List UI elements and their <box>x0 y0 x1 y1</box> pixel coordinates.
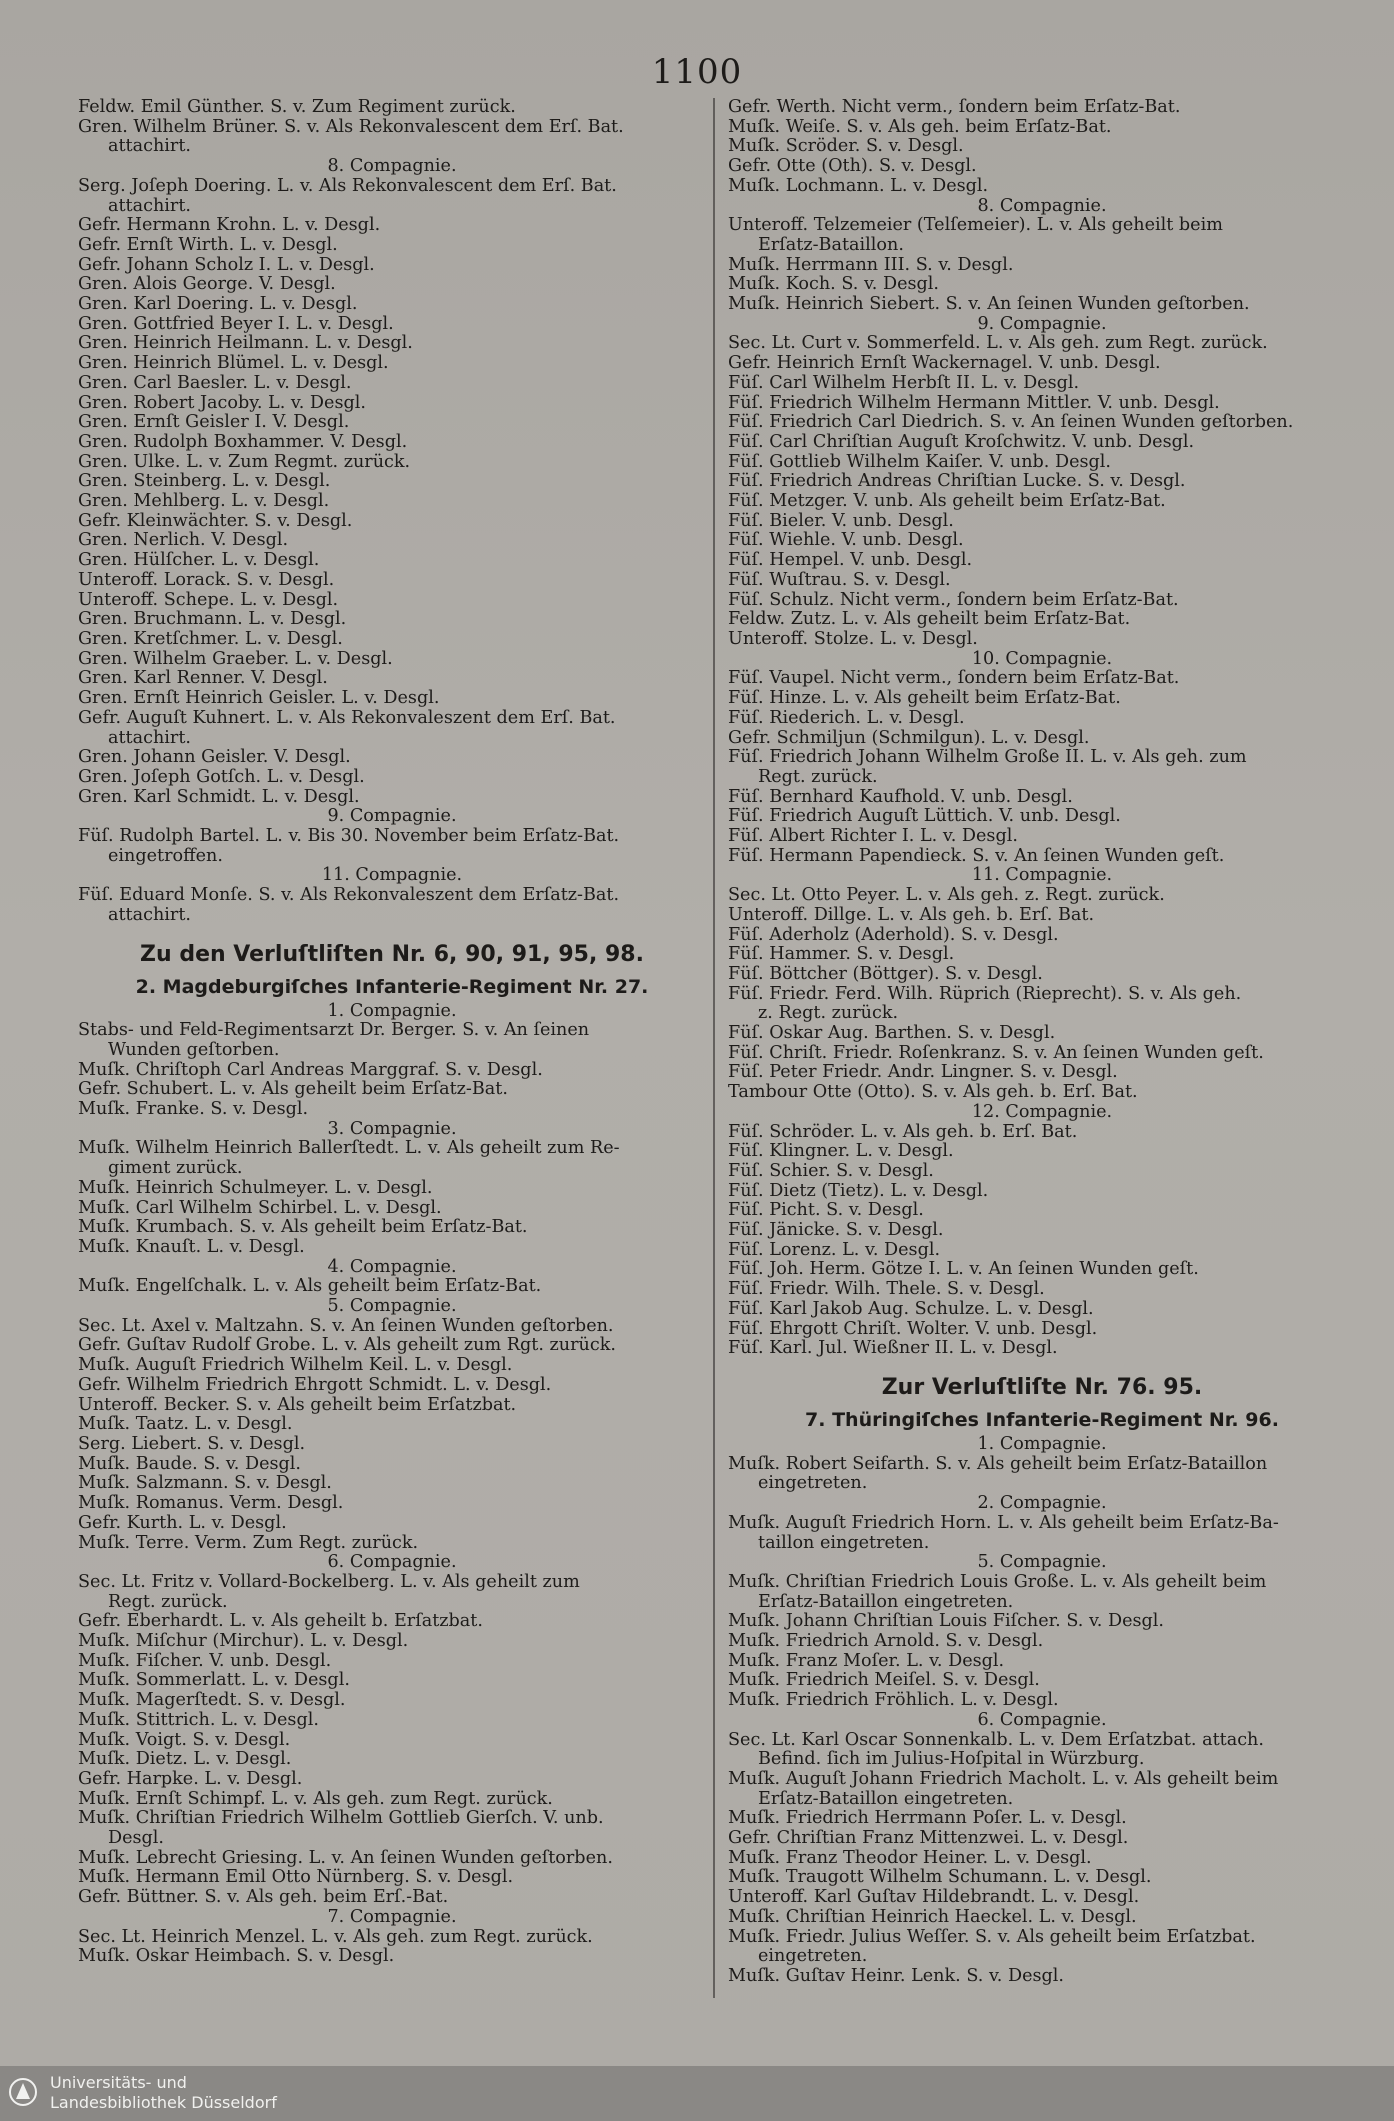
entry-line: Unteroff. Karl Guſtav Hildebrandt. L. v. Desgl. <box>728 1888 1140 1908</box>
entry-line: Gren. Mehlberg. L. v. Desgl. <box>78 492 330 512</box>
entry-line: Gren. Hülſcher. L. v. Desgl. <box>78 551 320 571</box>
entry-line: Füſ. Friedrich Andreas Chriſtian Lucke. S. v. Desgl. <box>728 472 1186 492</box>
entry-line: Füſ. Ehrgott Chriſt. Wolter. V. unb. Desgl. <box>728 1319 1098 1339</box>
entry-line: Gren. Gottfried Beyer I. L. v. Desgl. <box>78 314 394 334</box>
entry-line: Muſk. Chriſtian Friedrich Louis Große. L. v. Als geheilt beim <box>728 1572 1267 1592</box>
entry-line: Gefr. Auguſt Kuhnert. L. v. Als Rekonvaleszent dem Erſ. Bat. <box>78 708 616 728</box>
entry-line: Sec. Lt. Curt v. Sommerfeld. L. v. Als geh. zum Regt. zurück. <box>728 334 1268 354</box>
entry-line: Gefr. Hermann Krohn. L. v. Desgl. <box>78 216 381 236</box>
entry-line: Muſk. Auguſt Johann Friedrich Macholt. L. v. Als geheilt beim <box>728 1769 1279 1789</box>
entry-line: Gefr. Harpke. L. v. Desgl. <box>78 1769 303 1789</box>
entry-line: Füſ. Friedrich Johann Wilhelm Große II. L. v. Als geh. zum <box>728 748 1247 768</box>
entry-line: Füſ. Chriſt. Friedr. Roſenkranz. S. v. An ſeinen Wunden geſt. <box>728 1043 1264 1063</box>
entry-line: Gefr. Schubert. L. v. Als geheilt beim Erſatz-Bat. <box>78 1080 508 1100</box>
entry-line: Muſk. Salzmann. S. v. Desgl. <box>78 1474 332 1494</box>
right-column <box>728 98 1356 1987</box>
company-heading: 8. Compagnie. <box>977 196 1107 216</box>
entry-line: Gren. Rudolph Boxhammer. V. Desgl. <box>78 432 408 452</box>
entry-continuation: Befind. ſich im Julius-Hoſpital in Würzburg. <box>758 1750 1145 1770</box>
entry-continuation: giment zurück. <box>108 1159 243 1179</box>
entry-line: Füſ. Joh. Herm. Götze I. L. v. An ſeinen Wunden geſt. <box>728 1260 1199 1280</box>
entry-line: Gefr. Heinrich Ernſt Wackernagel. V. unb. Desgl. <box>728 354 1161 374</box>
entry-line: Muſk. Auguſt Friedrich Horn. L. v. Als geheilt beim Erſatz-Ba- <box>728 1513 1279 1533</box>
entry-line: Feldw. Zutz. L. v. Als geheilt beim Erſatz-Bat. <box>728 610 1131 630</box>
entry-line: Feldw. Emil Günther. S. v. Zum Regiment zurück. <box>78 98 516 117</box>
entry-continuation: eingetroffen. <box>108 846 223 866</box>
entry-line: Füſ. Carl Chriſtian Auguſt Kroſchwitz. V. unb. Desgl. <box>728 432 1195 452</box>
entry-line: Gren. Alois George. V. Desgl. <box>78 275 336 295</box>
entry-line: Füſ. Aderholz (Aderhold). S. v. Desgl. <box>728 925 1059 945</box>
entry-continuation: attachirt. <box>108 137 192 157</box>
entry-line: Füſ. Schulz. Nicht verm., ſondern beim Erſatz-Bat. <box>728 590 1179 610</box>
entry-line: Muſk. Stittrich. L. v. Desgl. <box>78 1710 319 1730</box>
entry-line: Muſk. Friedrich Fröhlich. L. v. Desgl. <box>728 1691 1059 1711</box>
entry-line: Muſk. Magerſtedt. S. v. Desgl. <box>78 1691 346 1711</box>
entry-continuation: attachirt. <box>108 728 192 748</box>
entry-line: Muſk. Friedrich Herrmann Poſer. L. v. Desgl. <box>728 1809 1127 1829</box>
entry-line: Gren. Wilhelm Brüner. S. v. Als Rekonvalescent dem Erſ. Bat. <box>78 117 624 137</box>
entry-line: Unteroff. Schepe. L. v. Desgl. <box>78 590 339 610</box>
entry-line: Muſk. Taatz. L. v. Desgl. <box>78 1415 293 1435</box>
left-column <box>78 98 706 1967</box>
company-heading: 5. Compagnie. <box>327 1297 457 1317</box>
entry-line: Muſk. Carl Wilhelm Schirbel. L. v. Desgl. <box>78 1198 442 1218</box>
entry-line: Gefr. Chriſtian Franz Mittenzwei. L. v. Desgl. <box>728 1829 1129 1849</box>
entry-line: Muſk. Weiſe. S. v. Als geh. beim Erſatz-Bat. <box>728 117 1112 137</box>
entry-line: Gefr. Kleinwächter. S. v. Desgl. <box>78 511 353 531</box>
entry-line: Muſk. Friedrich Meiſel. S. v. Desgl. <box>728 1671 1040 1691</box>
entry-line: Muſk. Robert Seifarth. S. v. Als geheilt beim Erſatz-Bataillon <box>728 1454 1268 1474</box>
entry-line: Füſ. Hermann Papendieck. S. v. An ſeinen Wunden geſt. <box>728 846 1225 866</box>
entry-line: Gren. Carl Baesler. L. v. Desgl. <box>78 373 352 393</box>
entry-line: Muſk. Hermann Emil Otto Nürnberg. S. v. Desgl. <box>78 1868 514 1888</box>
company-heading: 1. Compagnie. <box>977 1435 1107 1454</box>
entry-line: Muſk. Voigt. S. v. Desgl. <box>78 1730 291 1750</box>
entry-line: Muſk. Baude. S. v. Desgl. <box>78 1454 301 1474</box>
company-heading: 2. Compagnie. <box>977 1494 1107 1514</box>
company-heading: 4. Compagnie. <box>327 1257 457 1277</box>
entry-line: Sec. Lt. Axel v. Maltzahn. S. v. An ſeinen Wunden geſtorben. <box>78 1316 614 1336</box>
entry-line: Gren. Wilhelm Graeber. L. v. Desgl. <box>78 649 393 669</box>
company-heading: 9. Compagnie. <box>977 314 1107 334</box>
entry-continuation: Wunden geſtorben. <box>108 1040 280 1060</box>
company-heading: 6. Compagnie. <box>977 1710 1107 1730</box>
entry-line: Füſ. Riederich. L. v. Desgl. <box>728 708 965 728</box>
entry-line: Gefr. Johann Scholz I. L. v. Desgl. <box>78 255 375 275</box>
company-heading: 12. Compagnie. <box>971 1102 1113 1122</box>
entry-line: Muſk. Krumbach. S. v. Als geheilt beim Erſatz-Bat. <box>78 1218 528 1238</box>
entry-line: Sec. Lt. Karl Oscar Sonnenkalb. L. v. Dem Erſatzbat. attach. <box>728 1730 1264 1750</box>
entry-line: Gren. Ernſt Heinrich Geisler. L. v. Desgl. <box>78 689 440 709</box>
company-heading: 5. Compagnie. <box>977 1553 1107 1573</box>
entry-line: Muſk. Miſchur (Mirchur). L. v. Desgl. <box>78 1632 409 1652</box>
company-heading: 3. Compagnie. <box>327 1119 457 1139</box>
company-heading: 10. Compagnie. <box>971 649 1113 669</box>
entry-line: Füſ. Hempel. V. unb. Desgl. <box>728 551 973 571</box>
entry-line: Muſk. Chriſtian Heinrich Haeckel. L. v. Desgl. <box>728 1907 1137 1927</box>
entry-line: Gren. Ernſt Geisler I. V. Desgl. <box>78 413 350 433</box>
entry-line: Gren. Johann Geisler. V. Desgl. <box>78 748 351 768</box>
entry-line: Muſk. Guſtav Heinr. Lenk. S. v. Desgl. <box>728 1966 1065 1986</box>
entry-line: Gefr. Otte (Oth). S. v. Desgl. <box>728 157 977 177</box>
entry-line: Füſ. Friedrich Auguſt Lüttich. V. unb. Desgl. <box>728 807 1121 827</box>
entry-line: Muſk. Dietz. L. v. Desgl. <box>78 1750 292 1770</box>
entry-line: Füſ. Karl Jakob Aug. Schulze. L. v. Desgl. <box>728 1299 1094 1319</box>
entry-continuation: Regt. zurück. <box>108 1592 228 1612</box>
entry-line: Serg. Liebert. S. v. Desgl. <box>78 1435 306 1454</box>
entry-continuation: eingetreten. <box>758 1947 868 1967</box>
entry-line: Gren. Karl Doering. L. v. Desgl. <box>78 295 358 315</box>
entry-line: Gren. Joſeph Gotſch. L. v. Desgl. <box>78 767 365 787</box>
entry-line: Sec. Lt. Fritz v. Vollard-Bockelberg. L. v. Als geheilt zum <box>78 1572 580 1592</box>
entry-line: Füſ. Schröder. L. v. Als geh. b. Erſ. Bat. <box>728 1122 1078 1142</box>
entry-line: Gefr. Ernſt Wirth. L. v. Desgl. <box>78 235 338 255</box>
entry-line: Füſ. Friedrich Wilhelm Hermann Mittler. V. unb. Desgl. <box>728 393 1220 413</box>
entry-line: Muſk. Heinrich Schulmeyer. L. v. Desgl. <box>78 1178 433 1198</box>
entry-line: Füſ. Metzger. V. unb. Als geheilt beim Erſatz-Bat. <box>728 492 1166 512</box>
entry-line: Füſ. Jänicke. S. v. Desgl. <box>728 1221 944 1241</box>
entry-continuation: eingetreten. <box>758 1474 868 1494</box>
entry-line: Unteroff. Dillge. L. v. Als geh. b. Erſ. Bat. <box>728 905 1095 925</box>
entry-line: Gren. Ulke. L. v. Zum Regmt. zurück. <box>78 452 411 472</box>
entry-line: Füſ. Wiehle. V. unb. Desgl. <box>728 531 964 551</box>
entry-line: Muſk. Franke. S. v. Desgl. <box>78 1100 309 1120</box>
company-heading: 6. Compagnie. <box>327 1553 457 1573</box>
entry-continuation: attachirt. <box>108 905 192 925</box>
entry-continuation: Regt. zurück. <box>758 767 878 787</box>
entry-line: Muſk. Lochmann. L. v. Desgl. <box>728 176 989 196</box>
entry-line: Füſ. Schier. S. v. Desgl. <box>728 1161 934 1181</box>
entry-line: Gren. Heinrich Heilmann. L. v. Desgl. <box>78 334 413 354</box>
entry-line: Stabs- und Feld-Regimentsarzt Dr. Berger. S. v. An ſeinen <box>78 1021 590 1041</box>
entry-line: Muſk. Sommerlatt. L. v. Desgl. <box>78 1671 350 1691</box>
entry-line: Füſ. Lorenz. L. v. Desgl. <box>728 1240 941 1260</box>
regiment-heading: 7. Thüringiſches Infanterie-Regiment Nr. 96. <box>805 1409 1279 1431</box>
regiment-heading: 2. Magdeburgiſches Infanterie-Regiment Nr. 27. <box>135 975 649 998</box>
entry-line: Muſk. Friedrich Arnold. S. v. Desgl. <box>728 1632 1044 1652</box>
entry-line: Füſ. Peter Friedr. Andr. Lingner. S. v. Desgl. <box>728 1063 1118 1083</box>
library-credit-line-2: Landesbibliothek Düsseldorf <box>50 2093 277 2112</box>
entry-line: Füſ. Eduard Monſe. S. v. Als Rekonvaleszent dem Erſatz-Bat. <box>78 886 620 906</box>
entry-line: Muſk. Wilhelm Heinrich Ballerſtedt. L. v. Als geheilt zum Re- <box>78 1139 620 1159</box>
entry-continuation: Desgl. <box>108 1829 165 1849</box>
entry-line: Unteroff. Telzemeier (Telſemeier). L. v. Als geheilt beim <box>728 216 1223 236</box>
entry-line: Muſk. Franz Theodor Heiner. L. v. Desgl. <box>728 1848 1092 1868</box>
entry-line: Muſk. Koch. S. v. Desgl. <box>728 275 940 295</box>
entry-line: Füſ. Klingner. L. v. Desgl. <box>728 1142 954 1162</box>
entry-line: Gren. Robert Jacoby. L. v. Desgl. <box>78 393 366 413</box>
entry-continuation: attachirt. <box>108 196 192 216</box>
company-heading: 11. Compagnie. <box>971 866 1113 886</box>
entry-line: Gren. Karl Renner. V. Desgl. <box>78 669 328 689</box>
entry-line: Füſ. Hinze. L. v. Als geheilt beim Erſatz-Bat. <box>728 689 1121 709</box>
company-heading: 1. Compagnie. <box>327 1001 457 1021</box>
page-number: 1100 <box>651 52 743 92</box>
entry-line: Gefr. Eberhardt. L. v. Als geheilt b. Erſatzbat. <box>78 1612 483 1632</box>
entry-line: Füſ. Carl Wilhelm Herbſt II. L. v. Desgl. <box>728 373 1080 393</box>
entry-continuation: taillon eingetreten. <box>758 1533 930 1553</box>
entry-line: Füſ. Vaupel. Nicht verm., ſondern beim Erſatz-Bat. <box>728 669 1180 689</box>
entry-line: Gren. Bruchmann. L. v. Desgl. <box>78 610 347 630</box>
library-credit-line-1: Universitäts- und <box>50 2073 187 2092</box>
entry-line: Füſ. Picht. S. v. Desgl. <box>728 1201 924 1221</box>
column-divider <box>713 98 715 1998</box>
entry-line: Füſ. Friedr. Ferd. Wilh. Rüprich (Rieprecht). S. v. Als geh. <box>728 984 1242 1004</box>
entry-line: Serg. Joſeph Doering. L. v. Als Rekonvalescent dem Erſ. Bat. <box>78 176 617 196</box>
section-heading: Zur Verluſtliſte Nr. 76. 95. <box>881 1375 1203 1400</box>
entry-line: Sec. Lt. Otto Peyer. L. v. Als geh. z. Regt. zurück. <box>728 886 1165 906</box>
company-heading: 8. Compagnie. <box>327 157 457 177</box>
entry-line: Gren. Heinrich Blümel. L. v. Desgl. <box>78 354 389 374</box>
entry-continuation: Erſatz-Bataillon. <box>758 235 904 255</box>
entry-line: Muſk. Fiſcher. V. unb. Desgl. <box>78 1651 332 1671</box>
entry-line: Muſk. Knauſt. L. v. Desgl. <box>78 1237 305 1257</box>
entry-line: Unteroff. Becker. S. v. Als geheilt beim Erſatzbat. <box>78 1395 517 1415</box>
entry-line: Füſ. Friedrich Carl Diedrich. S. v. An ſeinen Wunden geſtorben. <box>728 413 1294 433</box>
entry-line: Gren. Kretſchmer. L. v. Desgl. <box>78 629 343 649</box>
entry-line: Muſk. Chriſtoph Carl Andreas Marggraf. S. v. Desgl. <box>78 1060 543 1080</box>
entry-line: Muſk. Johann Chriſtian Louis Fiſcher. S. v. Desgl. <box>728 1612 1165 1632</box>
entry-continuation: Erſatz-Bataillon eingetreten. <box>758 1789 1014 1809</box>
entry-line: Gefr. Kurth. L. v. Desgl. <box>78 1513 287 1533</box>
entry-line: Muſk. Herrmann III. S. v. Desgl. <box>728 255 1014 275</box>
library-logo-icon <box>8 2077 38 2107</box>
entry-line: Tambour Otte (Otto). S. v. Als geh. b. Erſ. Bat. <box>728 1083 1138 1103</box>
entry-line: Füſ. Friedr. Wilh. Thele. S. v. Desgl. <box>728 1280 1045 1300</box>
entry-line: Gefr. Werth. Nicht verm., ſondern beim Erſatz-Bat. <box>728 98 1181 117</box>
entry-line: Füſ. Albert Richter I. L. v. Desgl. <box>728 827 1018 847</box>
entry-line: Sec. Lt. Heinrich Menzel. L. v. Als geh. zum Regt. zurück. <box>78 1927 593 1947</box>
entry-line: Füſ. Dietz (Tietz). L. v. Desgl. <box>728 1181 989 1201</box>
entry-line: Füſ. Karl. Jul. Wießner II. L. v. Desgl. <box>728 1339 1058 1359</box>
entry-line: Muſk. Franz Moſer. L. v. Desgl. <box>728 1651 1005 1671</box>
entry-line: Füſ. Gottlieb Wilhelm Kaiſer. V. unb. Desgl. <box>728 452 1112 472</box>
entry-line: Muſk. Traugott Wilhelm Schumann. L. v. Desgl. <box>728 1868 1152 1888</box>
entry-continuation: z. Regt. zurück. <box>758 1004 899 1024</box>
entry-line: Gefr. Guſtav Rudolf Grobe. L. v. Als geheilt zum Rgt. zurück. <box>78 1336 616 1356</box>
entry-line: Füſ. Rudolph Bartel. L. v. Bis 30. November beim Erſatz-Bat. <box>78 827 620 847</box>
entry-line: Füſ. Bernhard Kaufhold. V. unb. Desgl. <box>728 787 1073 807</box>
entry-line: Füſ. Hammer. S. v. Desgl. <box>728 945 955 965</box>
entry-line: Füſ. Bieler. V. unb. Desgl. <box>728 511 954 531</box>
entry-line: Muſk. Chriſtian Friedrich Wilhelm Gottlieb Gierſch. V. unb. <box>78 1809 604 1829</box>
entry-line: Gefr. Schmiljun (Schmilgun). L. v. Desgl. <box>728 728 1090 748</box>
entry-line: Gren. Karl Schmidt. L. v. Desgl. <box>78 787 360 807</box>
entry-line: Muſk. Heinrich Siebert. S. v. An ſeinen Wunden geſtorben. <box>728 295 1250 315</box>
entry-line: Füſ. Böttcher (Böttger). S. v. Desgl. <box>728 964 1043 984</box>
entry-line: Muſk. Lebrecht Griesing. L. v. An ſeinen Wunden geſtorben. <box>78 1848 613 1868</box>
company-heading: 9. Compagnie. <box>327 807 457 827</box>
library-credit <box>50 2073 277 2113</box>
entry-line: Muſk. Auguſt Friedrich Wilhelm Keil. L. v. Desgl. <box>78 1356 513 1376</box>
entry-line: Füſ. Oskar Aug. Barthen. S. v. Desgl. <box>728 1024 1056 1044</box>
entry-line: Muſk. Romanus. Verm. Desgl. <box>78 1494 344 1514</box>
entry-line: Muſk. Ernſt Schimpf. L. v. Als geh. zum Regt. zurück. <box>78 1789 553 1809</box>
entry-line: Muſk. Terre. Verm. Zum Regt. zurück. <box>78 1533 419 1553</box>
company-heading: 11. Compagnie. <box>321 866 463 886</box>
company-heading: 7. Compagnie. <box>327 1907 457 1927</box>
entry-line: Gefr. Wilhelm Friedrich Ehrgott Schmidt. L. v. Desgl. <box>78 1375 552 1395</box>
entry-line: Gren. Steinberg. L. v. Desgl. <box>78 472 331 492</box>
entry-line: Muſk. Scröder. S. v. Desgl. <box>728 137 964 157</box>
entry-continuation: Erſatz-Bataillon eingetreten. <box>758 1592 1014 1612</box>
entry-line: Unteroff. Lorack. S. v. Desgl. <box>78 570 335 590</box>
entry-line: Gefr. Büttner. S. v. Als geh. beim Erſ.-Bat. <box>78 1888 449 1908</box>
entry-line: Füſ. Wuſtrau. S. v. Desgl. <box>728 570 951 590</box>
section-heading: Zu den Verluſtliſten Nr. 6, 90, 91, 95, 98. <box>140 941 644 967</box>
entry-line: Muſk. Oskar Heimbach. S. v. Desgl. <box>78 1947 395 1967</box>
entry-line: Muſk. Friedr. Julius Weſſer. S. v. Als geheilt beim Erſatzbat. <box>728 1927 1256 1947</box>
entry-line: Unteroff. Stolze. L. v. Desgl. <box>728 629 978 649</box>
entry-line: Muſk. Engelſchalk. L. v. Als geheilt beim Erſatz-Bat. <box>78 1277 542 1297</box>
entry-line: Gren. Nerlich. V. Desgl. <box>78 531 289 551</box>
